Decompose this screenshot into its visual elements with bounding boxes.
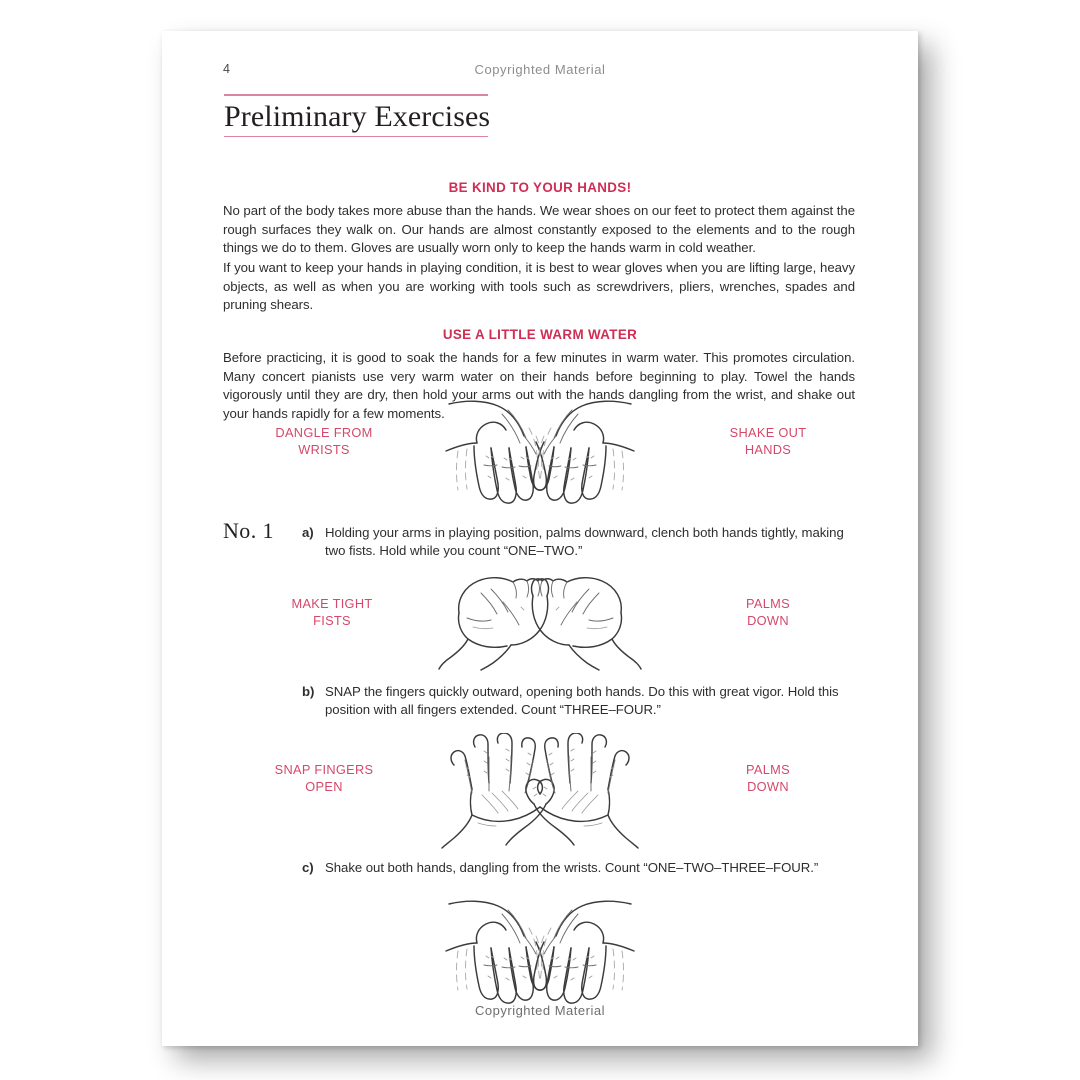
open-hands-illustration bbox=[436, 733, 644, 851]
section-heading-warm-water: USE A LITTLE WARM WATER bbox=[442, 327, 638, 342]
figure-label-line2: WRISTS bbox=[298, 442, 350, 457]
figure-label-line1: PALMS bbox=[746, 596, 790, 611]
section-heading-be-kind: BE KIND TO YOUR HANDS! bbox=[448, 180, 632, 195]
figure-make-tight-fists bbox=[223, 569, 857, 679]
page-number: 4 bbox=[223, 62, 231, 76]
figure-label-make-tight-fists bbox=[257, 595, 407, 629]
step-letter-c: c) bbox=[302, 860, 314, 875]
paragraph-wear-gloves: If you want to keep your hands in playing condition, it is best to wear gloves when you are lifting large, heavy objects, as well as when you are working with tools such as screwdrivers, pliers, wrenches, spades and pruning shears. bbox=[223, 260, 855, 313]
figure-label-line1: SNAP FINGERS bbox=[274, 762, 374, 777]
clenched-fists-illustration bbox=[437, 569, 643, 671]
paragraph-hands-abuse: No part of the body takes more abuse than the hands. We wear shoes on our feet to protect them against the rough surfaces they walk on. Our hands are almost constantly exposed to the elements and to the rough things we do to them. Gloves are usually worn only to keep the hands warm in cold weather. bbox=[223, 203, 855, 256]
exercise-number: No. 1 bbox=[223, 518, 274, 543]
figure-label-line2: FISTS bbox=[313, 613, 351, 628]
figure-label-line2: HANDS bbox=[744, 442, 792, 457]
running-head-title: Copyrighted Material bbox=[474, 62, 606, 77]
figure-label-line1: PALMS bbox=[746, 762, 790, 777]
title-rule-top bbox=[224, 94, 488, 96]
exercise-step-a bbox=[302, 524, 847, 561]
step-letter-a: a) bbox=[302, 525, 314, 540]
chapter-title-block bbox=[224, 94, 491, 137]
step-text-a: Holding your arms in playing position, palms downward, clench both hands tightly, making two fists. Hold while you count “ONE–TWO.” bbox=[325, 525, 844, 559]
exercise-step-c bbox=[302, 859, 847, 877]
figure-label-line2: DOWN bbox=[747, 613, 789, 628]
page-title: Preliminary Exercises bbox=[224, 99, 491, 133]
step-text-c: Shake out both hands, dangling from the wrists. Count “ONE–TWO–THREE–FOUR.” bbox=[325, 860, 819, 875]
figure-label-line1: MAKE TIGHT bbox=[291, 596, 373, 611]
step-letter-b: b) bbox=[302, 684, 315, 699]
title-rule-bottom bbox=[224, 136, 488, 138]
figure-dangle-from-wrists bbox=[223, 396, 857, 526]
figure-label-snap-fingers-open bbox=[249, 761, 399, 795]
step-text-b: SNAP the fingers quickly outward, opening both hands. Do this with great vigor. Hold this position with all fingers extended. Count “THREE–FOUR.” bbox=[325, 684, 839, 718]
dangling-hands-illustration bbox=[436, 396, 644, 520]
figure-label-line2: OPEN bbox=[305, 779, 343, 794]
figure-label-palms-down-open bbox=[693, 761, 843, 795]
exercise-step-b bbox=[302, 683, 847, 720]
paragraph-warm-water: Before practicing, it is good to soak the hands for a few minutes in warm water. This promotes circulation. Many concert pianists use very warm water on their hands before beginning to play. Towel the hands vigorously until they are dry, then hold your arms out with the hands dangling from the wrist, and shake out your hands rapidly for a few moments. bbox=[223, 350, 855, 421]
figure-snap-fingers-open bbox=[223, 733, 857, 851]
page-content-area bbox=[223, 31, 857, 1046]
figure-label-dangle-from-wrists bbox=[249, 424, 399, 458]
book-page-sheet bbox=[162, 31, 918, 1046]
figure-label-line1: SHAKE OUT bbox=[729, 425, 807, 440]
figure-label-line2: DOWN bbox=[747, 779, 789, 794]
dangling-hands-illustration bbox=[436, 896, 644, 1020]
running-head bbox=[223, 62, 857, 78]
page-footer: Copyrighted Material bbox=[475, 1003, 605, 1018]
figure-label-line1: DANGLE FROM bbox=[275, 425, 373, 440]
figure-label-palms-down-fists bbox=[693, 595, 843, 629]
figure-shake-out-final bbox=[223, 896, 857, 1016]
figure-label-shake-out-hands bbox=[693, 424, 843, 458]
